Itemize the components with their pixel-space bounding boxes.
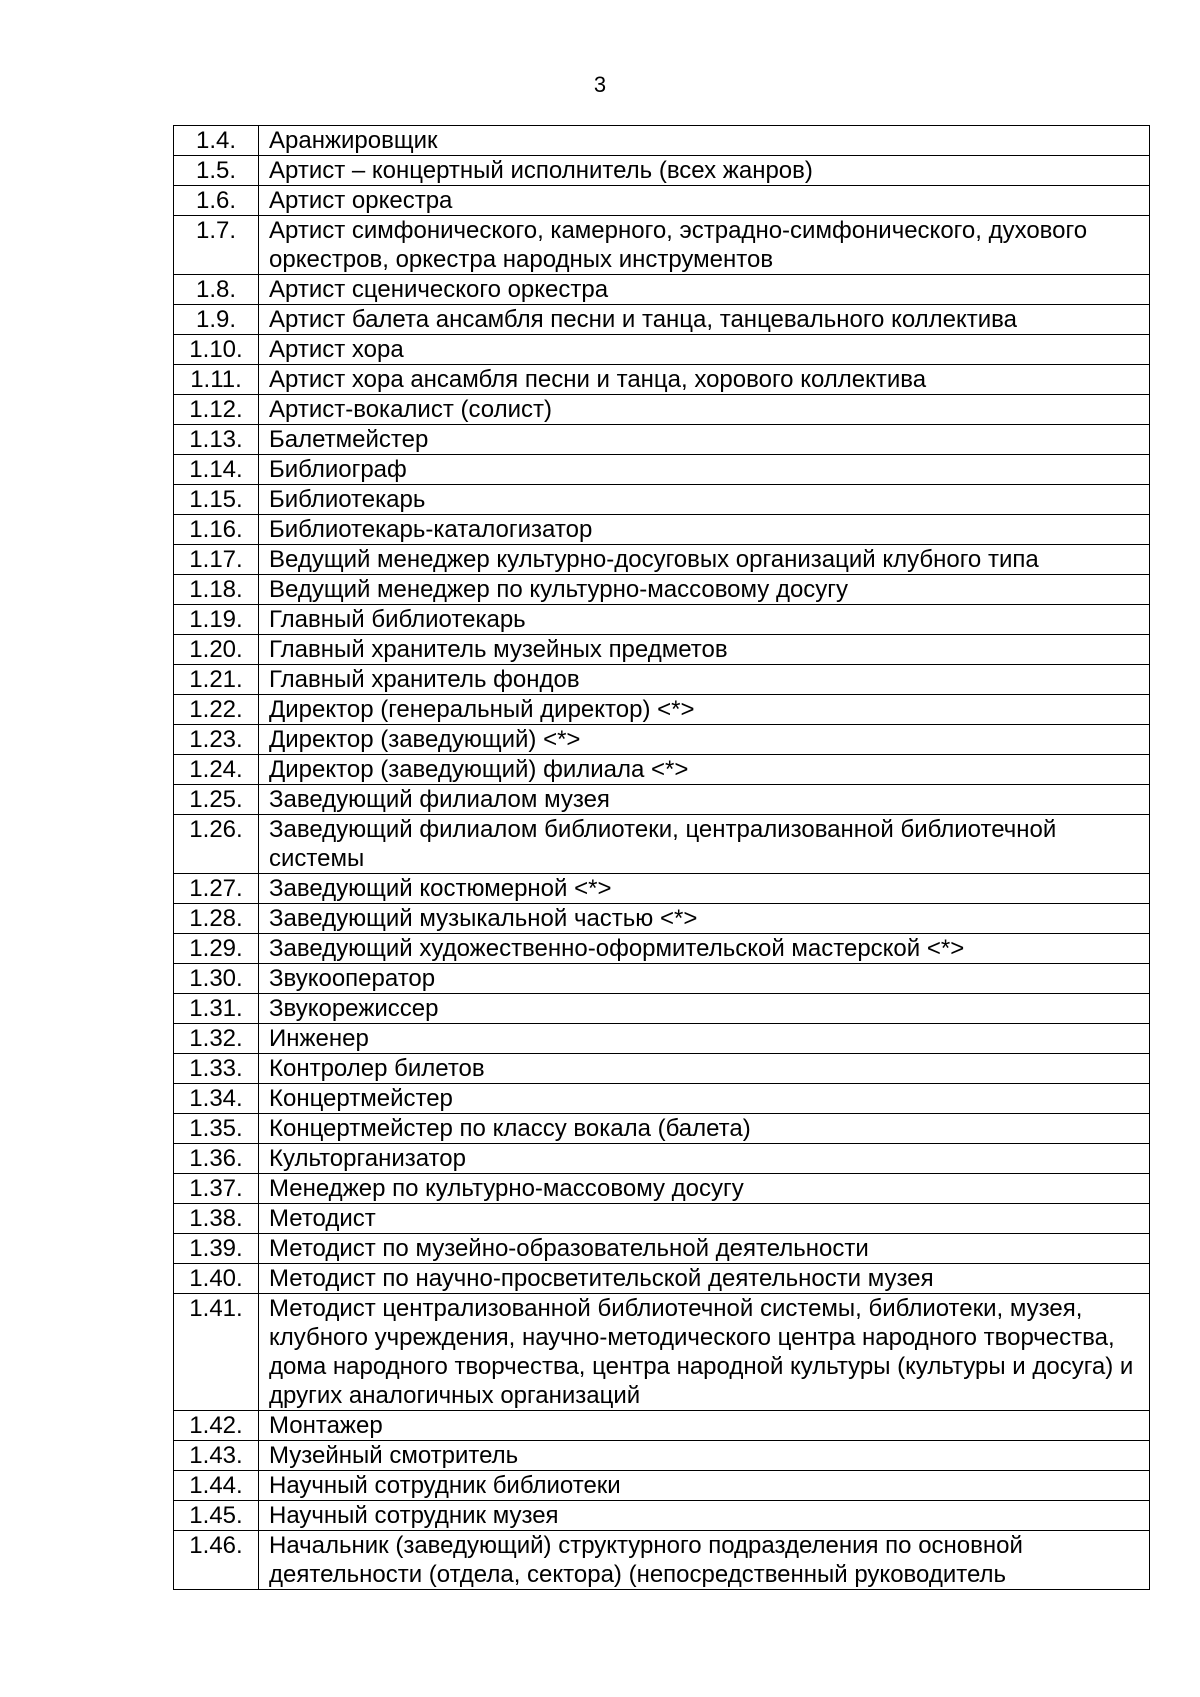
row-number: 1.10. — [174, 335, 259, 365]
table-row — [174, 1024, 1150, 1054]
table-row — [174, 605, 1150, 635]
position-title: Главный библиотекарь — [259, 605, 1150, 635]
position-title: Артист хора ансамбля песни и танца, хорового коллектива — [259, 365, 1150, 395]
row-number: 1.38. — [174, 1204, 259, 1234]
position-title: Звукооператор — [259, 964, 1150, 994]
table-row — [174, 904, 1150, 934]
position-title: Культорганизатор — [259, 1144, 1150, 1174]
position-title: Артист сценического оркестра — [259, 275, 1150, 305]
position-title: Артист-вокалист (солист) — [259, 395, 1150, 425]
position-title: Контролер билетов — [259, 1054, 1150, 1084]
position-title: Балетмейстер — [259, 425, 1150, 455]
row-number: 1.46. — [174, 1531, 259, 1590]
row-number: 1.17. — [174, 545, 259, 575]
row-number: 1.21. — [174, 665, 259, 695]
page-number: 3 — [593, 72, 607, 97]
position-title: Заведующий филиалом библиотеки, централизованной библиотечной системы — [259, 815, 1150, 874]
table-row — [174, 126, 1150, 156]
position-title: Артист симфонического, камерного, эстрадно-симфонического, духового оркестров, оркестра народных инструментов — [259, 216, 1150, 275]
table-row — [174, 1294, 1150, 1411]
table-row — [174, 725, 1150, 755]
position-title: Заведующий художественно-оформительской мастерской <*> — [259, 934, 1150, 964]
position-title: Менеджер по культурно-массовому досугу — [259, 1174, 1150, 1204]
position-title: Библиограф — [259, 455, 1150, 485]
table-row — [174, 275, 1150, 305]
position-title: Методист — [259, 1204, 1150, 1234]
positions-table — [173, 125, 1150, 1590]
row-number: 1.16. — [174, 515, 259, 545]
position-title: Артист хора — [259, 335, 1150, 365]
row-number: 1.18. — [174, 575, 259, 605]
table-row — [174, 1501, 1150, 1531]
row-number: 1.4. — [174, 126, 259, 156]
row-number: 1.30. — [174, 964, 259, 994]
table-row — [174, 1531, 1150, 1590]
row-number: 1.41. — [174, 1294, 259, 1411]
table-row — [174, 156, 1150, 186]
row-number: 1.34. — [174, 1084, 259, 1114]
row-number: 1.13. — [174, 425, 259, 455]
table-row — [174, 1411, 1150, 1441]
row-number: 1.6. — [174, 186, 259, 216]
row-number: 1.26. — [174, 815, 259, 874]
position-title: Музейный смотритель — [259, 1441, 1150, 1471]
row-number: 1.22. — [174, 695, 259, 725]
row-number: 1.44. — [174, 1471, 259, 1501]
table-row — [174, 934, 1150, 964]
table-row — [174, 785, 1150, 815]
table-row — [174, 1084, 1150, 1114]
row-number: 1.40. — [174, 1264, 259, 1294]
position-title: Методист по музейно-образовательной деятельности — [259, 1234, 1150, 1264]
position-title: Артист – концертный исполнитель (всех жанров) — [259, 156, 1150, 186]
row-number: 1.43. — [174, 1441, 259, 1471]
row-number: 1.37. — [174, 1174, 259, 1204]
table-row — [174, 665, 1150, 695]
table-row — [174, 216, 1150, 275]
position-title: Методист централизованной библиотечной системы, библиотеки, музея, клубного учреждения, научно-методического центра народного творчества, дома народного творчества, центра народной культуры (культуры и досуга) и других аналогичных организаций — [259, 1294, 1150, 1411]
row-number: 1.35. — [174, 1114, 259, 1144]
position-title: Библиотекарь — [259, 485, 1150, 515]
position-title: Концертмейстер — [259, 1084, 1150, 1114]
table-row — [174, 1144, 1150, 1174]
table-row — [174, 515, 1150, 545]
position-title: Главный хранитель музейных предметов — [259, 635, 1150, 665]
position-title: Научный сотрудник музея — [259, 1501, 1150, 1531]
position-title: Главный хранитель фондов — [259, 665, 1150, 695]
position-title: Директор (заведующий) <*> — [259, 725, 1150, 755]
table-row — [174, 425, 1150, 455]
table-row — [174, 695, 1150, 725]
row-number: 1.45. — [174, 1501, 259, 1531]
table-row — [174, 1054, 1150, 1084]
position-title: Ведущий менеджер по культурно-массовому досугу — [259, 575, 1150, 605]
table-row — [174, 755, 1150, 785]
table-row — [174, 994, 1150, 1024]
row-number: 1.32. — [174, 1024, 259, 1054]
table-row — [174, 815, 1150, 874]
table-row — [174, 455, 1150, 485]
row-number: 1.23. — [174, 725, 259, 755]
position-title: Директор (заведующий) филиала <*> — [259, 755, 1150, 785]
row-number: 1.28. — [174, 904, 259, 934]
row-number: 1.9. — [174, 305, 259, 335]
table-row — [174, 365, 1150, 395]
row-number: 1.20. — [174, 635, 259, 665]
row-number: 1.12. — [174, 395, 259, 425]
row-number: 1.27. — [174, 874, 259, 904]
row-number: 1.33. — [174, 1054, 259, 1084]
row-number: 1.36. — [174, 1144, 259, 1174]
table-row — [174, 635, 1150, 665]
table-row — [174, 964, 1150, 994]
position-title: Начальник (заведующий) структурного подразделения по основной деятельности (отдела, сектора) (непосредственный руководитель — [259, 1531, 1150, 1590]
row-number: 1.7. — [174, 216, 259, 275]
table-row — [174, 874, 1150, 904]
position-title: Заведующий филиалом музея — [259, 785, 1150, 815]
row-number: 1.5. — [174, 156, 259, 186]
positions-table-body — [174, 126, 1150, 1590]
position-title: Ведущий менеджер культурно-досуговых организаций клубного типа — [259, 545, 1150, 575]
position-title: Директор (генеральный директор) <*> — [259, 695, 1150, 725]
table-row — [174, 1234, 1150, 1264]
row-number: 1.42. — [174, 1411, 259, 1441]
position-title: Научный сотрудник библиотеки — [259, 1471, 1150, 1501]
position-title: Заведующий костюмерной <*> — [259, 874, 1150, 904]
position-title: Заведующий музыкальной частью <*> — [259, 904, 1150, 934]
table-row — [174, 335, 1150, 365]
position-title: Концертмейстер по классу вокала (балета) — [259, 1114, 1150, 1144]
row-number: 1.24. — [174, 755, 259, 785]
position-title: Звукорежиссер — [259, 994, 1150, 1024]
row-number: 1.14. — [174, 455, 259, 485]
position-title: Методист по научно-просветительской деятельности музея — [259, 1264, 1150, 1294]
position-title: Монтажер — [259, 1411, 1150, 1441]
table-row — [174, 1471, 1150, 1501]
table-row — [174, 485, 1150, 515]
position-title: Артист оркестра — [259, 186, 1150, 216]
row-number: 1.31. — [174, 994, 259, 1024]
table-row — [174, 1204, 1150, 1234]
table-row — [174, 1174, 1150, 1204]
table-row — [174, 1264, 1150, 1294]
position-title: Инженер — [259, 1024, 1150, 1054]
position-title: Аранжировщик — [259, 126, 1150, 156]
table-row — [174, 1114, 1150, 1144]
row-number: 1.8. — [174, 275, 259, 305]
row-number: 1.11. — [174, 365, 259, 395]
table-row — [174, 395, 1150, 425]
table-row — [174, 305, 1150, 335]
position-title: Библиотекарь-каталогизатор — [259, 515, 1150, 545]
row-number: 1.19. — [174, 605, 259, 635]
position-title: Артист балета ансамбля песни и танца, танцевального коллектива — [259, 305, 1150, 335]
table-row — [174, 1441, 1150, 1471]
row-number: 1.39. — [174, 1234, 259, 1264]
row-number: 1.29. — [174, 934, 259, 964]
table-row — [174, 575, 1150, 605]
table-row — [174, 545, 1150, 575]
row-number: 1.25. — [174, 785, 259, 815]
table-row — [174, 186, 1150, 216]
row-number: 1.15. — [174, 485, 259, 515]
